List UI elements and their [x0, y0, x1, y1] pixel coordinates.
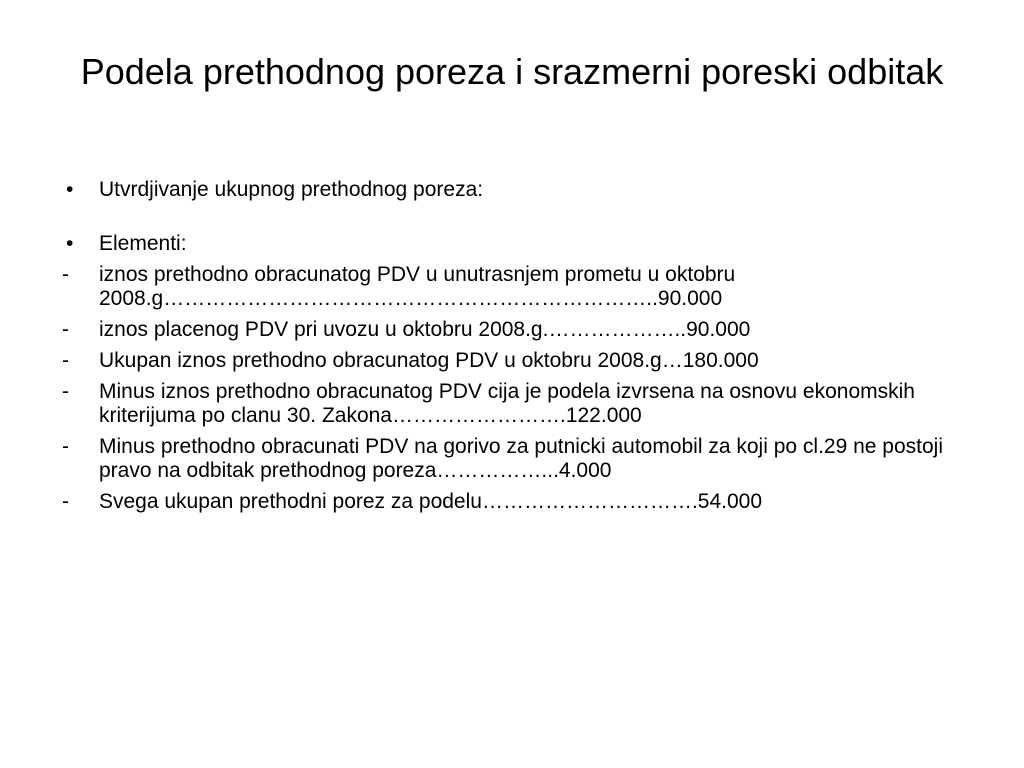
- dash-marker: -: [62, 490, 69, 513]
- list-item: [62, 232, 962, 256]
- list-item-text: Ukupan iznos prethodno obracunatog PDV u oktobru 2008.g…180.000: [99, 349, 759, 372]
- list-item-text: Svega ukupan prethodni porez za podelu………………………….54.000: [99, 490, 763, 513]
- list-item-text: iznos prethodno obracunatog PDV u unutrasnjem prometu u oktobru 2008.g……………………………………………………………..90.000: [99, 263, 736, 310]
- list-item: [62, 380, 962, 428]
- slide-title: Podela prethodnog poreza i srazmerni poreski odbitak: [80, 51, 944, 92]
- list-item-text: Minus iznos prethodno obracunatog PDV cija je podela izvrsena na osnovu ekonomskih kriterijuma po clanu 30. Zakona…………………….122.000: [99, 380, 915, 427]
- slide-content-list: [62, 178, 962, 521]
- list-item: [62, 263, 962, 311]
- bullet-marker: •: [66, 178, 74, 201]
- list-item: [62, 349, 962, 373]
- list-item: [62, 178, 962, 202]
- list-item-text: Utvrdjivanje ukupnog prethodnog poreza:: [99, 178, 484, 201]
- list-item: [62, 435, 962, 483]
- list-item-text: iznos placenog PDV pri uvozu u oktobru 2008.g.………………..90.000: [99, 318, 751, 341]
- dash-marker: -: [62, 380, 69, 403]
- list-item: [62, 490, 962, 514]
- dash-marker: -: [62, 263, 69, 286]
- list-item: [62, 318, 962, 342]
- dash-marker: -: [62, 349, 69, 372]
- list-item-text: Elementi:: [99, 232, 187, 255]
- bullet-marker: •: [66, 232, 74, 255]
- list-item-text: Minus prethodno obracunati PDV na gorivo za putnicki automobil za koji po cl.29 ne postoji pravo na odbitak prethodnog poreza……………...4.000: [99, 435, 943, 482]
- dash-marker: -: [62, 435, 69, 458]
- dash-marker: -: [62, 318, 69, 341]
